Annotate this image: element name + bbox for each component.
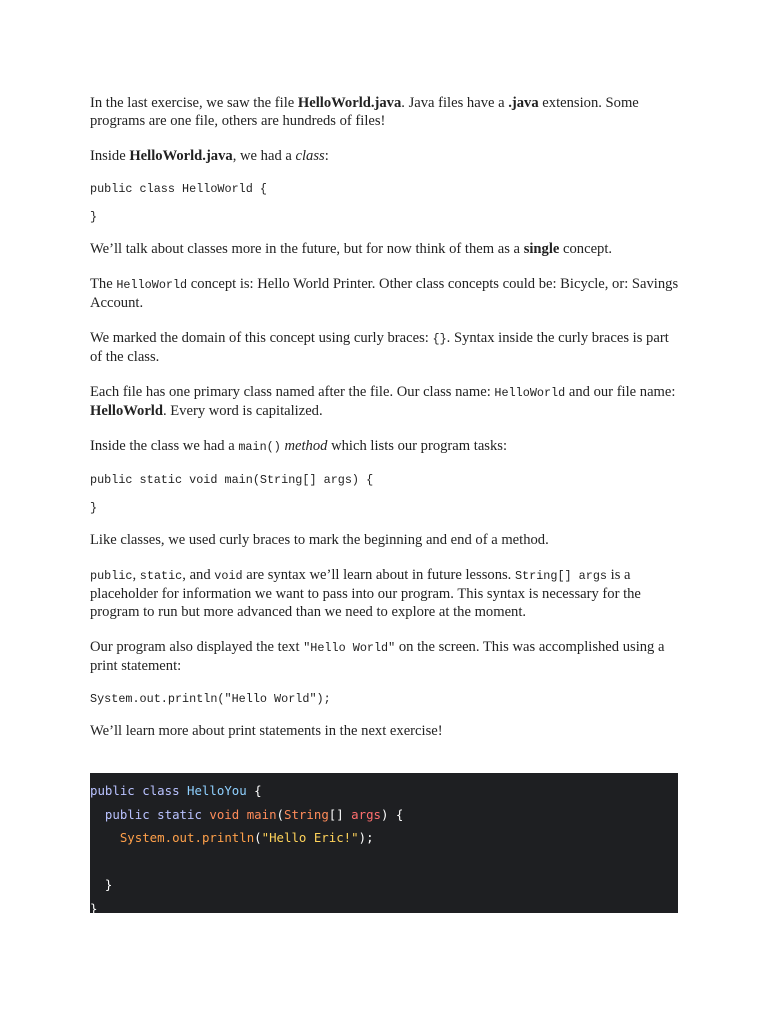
brace-token: } xyxy=(104,877,113,892)
paragraph-main-method xyxy=(90,437,680,456)
code-editor[interactable] xyxy=(90,773,678,916)
text: . Every word is capitalized. xyxy=(162,403,323,419)
inline-code: static xyxy=(139,569,183,583)
paren-token: ( xyxy=(254,830,262,845)
term-italic: class xyxy=(295,148,325,164)
code-line: } xyxy=(90,501,98,515)
text: We marked the domain of this concept using curly braces: xyxy=(90,330,433,346)
function-token: main xyxy=(246,806,277,822)
text: The xyxy=(90,276,117,292)
object-token: System xyxy=(119,830,165,845)
param-token: args xyxy=(351,806,382,822)
filename-bold: HelloWorld.java xyxy=(129,148,233,164)
text: on the screen. This was accomplished using a print statement: xyxy=(90,639,665,674)
lesson-document xyxy=(90,94,680,757)
text: which lists our program tasks: xyxy=(327,438,508,454)
code-snippet-class xyxy=(90,182,680,224)
inline-code: void xyxy=(214,569,243,583)
text: concept. xyxy=(559,241,613,257)
editor-line-1 xyxy=(90,783,262,798)
inline-code: "Hello World" xyxy=(303,641,396,655)
paragraph-print xyxy=(90,638,680,675)
keyword-token: static xyxy=(157,806,202,822)
type-token: String xyxy=(284,806,329,822)
paren-token: ( xyxy=(276,806,285,822)
extension-bold: .java xyxy=(508,95,539,111)
bracket-token: [] xyxy=(328,806,352,822)
text: Like classes, we used curly braces to mark the beginning and end of a method. xyxy=(90,532,549,548)
paragraph-concept xyxy=(90,275,680,312)
paren-token: ) { xyxy=(381,806,404,822)
inline-code: String[] args xyxy=(514,569,607,583)
paragraph-inside-file xyxy=(90,147,680,165)
function-token: println xyxy=(201,830,255,845)
inline-code: public xyxy=(90,569,133,583)
text: Our program also displayed the text xyxy=(90,639,304,655)
object-token: out xyxy=(172,830,195,845)
editor-line-6 xyxy=(89,901,97,916)
text: We’ll talk about classes more in the future, but for now think of them as a xyxy=(90,241,524,257)
dot-token: . xyxy=(194,830,202,845)
inline-code: HelloWorld xyxy=(494,386,566,400)
text: and our file name: xyxy=(565,384,676,400)
paren-token: ); xyxy=(358,830,374,845)
keyword-token: public xyxy=(104,806,150,822)
text: extension. Some programs are one file, others are hundreds of files! xyxy=(90,95,639,129)
filename-bold: HelloWorld xyxy=(90,403,163,419)
paragraph-keywords xyxy=(90,566,680,621)
text: , xyxy=(132,567,140,583)
text: , we had a xyxy=(232,148,296,164)
brace-token: } xyxy=(90,900,98,916)
term-italic: method xyxy=(284,438,328,454)
paragraph-intro xyxy=(90,94,680,130)
text: Each file has one primary class named after the file. Our class name: xyxy=(90,384,495,400)
text: Inside the class we had a xyxy=(90,438,239,454)
class-name-token: HelloYou xyxy=(187,783,247,798)
paragraph-next-exercise xyxy=(90,722,680,740)
code-line: System.out.println("Hello World"); xyxy=(90,692,331,706)
inline-code: HelloWorld xyxy=(116,278,188,292)
text: . Syntax inside the curly braces is part of the class. xyxy=(90,330,669,365)
keyword-token: class xyxy=(142,783,180,798)
inline-code: main() xyxy=(238,440,281,454)
code-snippet-print xyxy=(90,692,680,706)
inline-code: {} xyxy=(432,332,447,346)
editor-line-3 xyxy=(90,830,374,845)
text: concept is: Hello World Printer. Other class concepts could be: Bicycle, or: Savings Account. xyxy=(90,276,679,311)
code-snippet-main xyxy=(90,473,680,515)
editor-line-2 xyxy=(90,807,403,822)
keyword-token: void xyxy=(209,806,240,822)
editor-line-5 xyxy=(90,877,112,892)
code-line: public class HelloWorld { xyxy=(90,182,267,196)
brace-token: { xyxy=(254,783,262,798)
text: In the last exercise, we saw the file xyxy=(90,95,298,111)
paragraph-classes xyxy=(90,240,680,258)
text: . Java files have a xyxy=(401,95,509,111)
keyword-token: public xyxy=(90,783,135,798)
text: Inside xyxy=(90,148,130,164)
paragraph-curly-braces xyxy=(90,329,680,366)
text: We’ll learn more about print statements in the next exercise! xyxy=(90,723,443,739)
text: : xyxy=(324,148,329,164)
paragraph-method-braces xyxy=(90,531,680,549)
text: is a placeholder for information we want to pass into our program. This syntax is necessary for the program to run but more advanced than we need to explore at the moment. xyxy=(90,567,641,620)
paragraph-file-class xyxy=(90,383,680,420)
string-token: "Hello Eric!" xyxy=(261,830,359,845)
text: , and xyxy=(182,567,215,583)
text: are syntax we’ll learn about in future lessons. xyxy=(242,567,515,583)
filename-bold: HelloWorld.java xyxy=(297,95,402,111)
term-bold: single xyxy=(523,241,560,257)
code-line: public static void main(String[] args) { xyxy=(90,473,374,487)
code-line: } xyxy=(90,210,98,224)
dot-token: . xyxy=(164,830,173,845)
